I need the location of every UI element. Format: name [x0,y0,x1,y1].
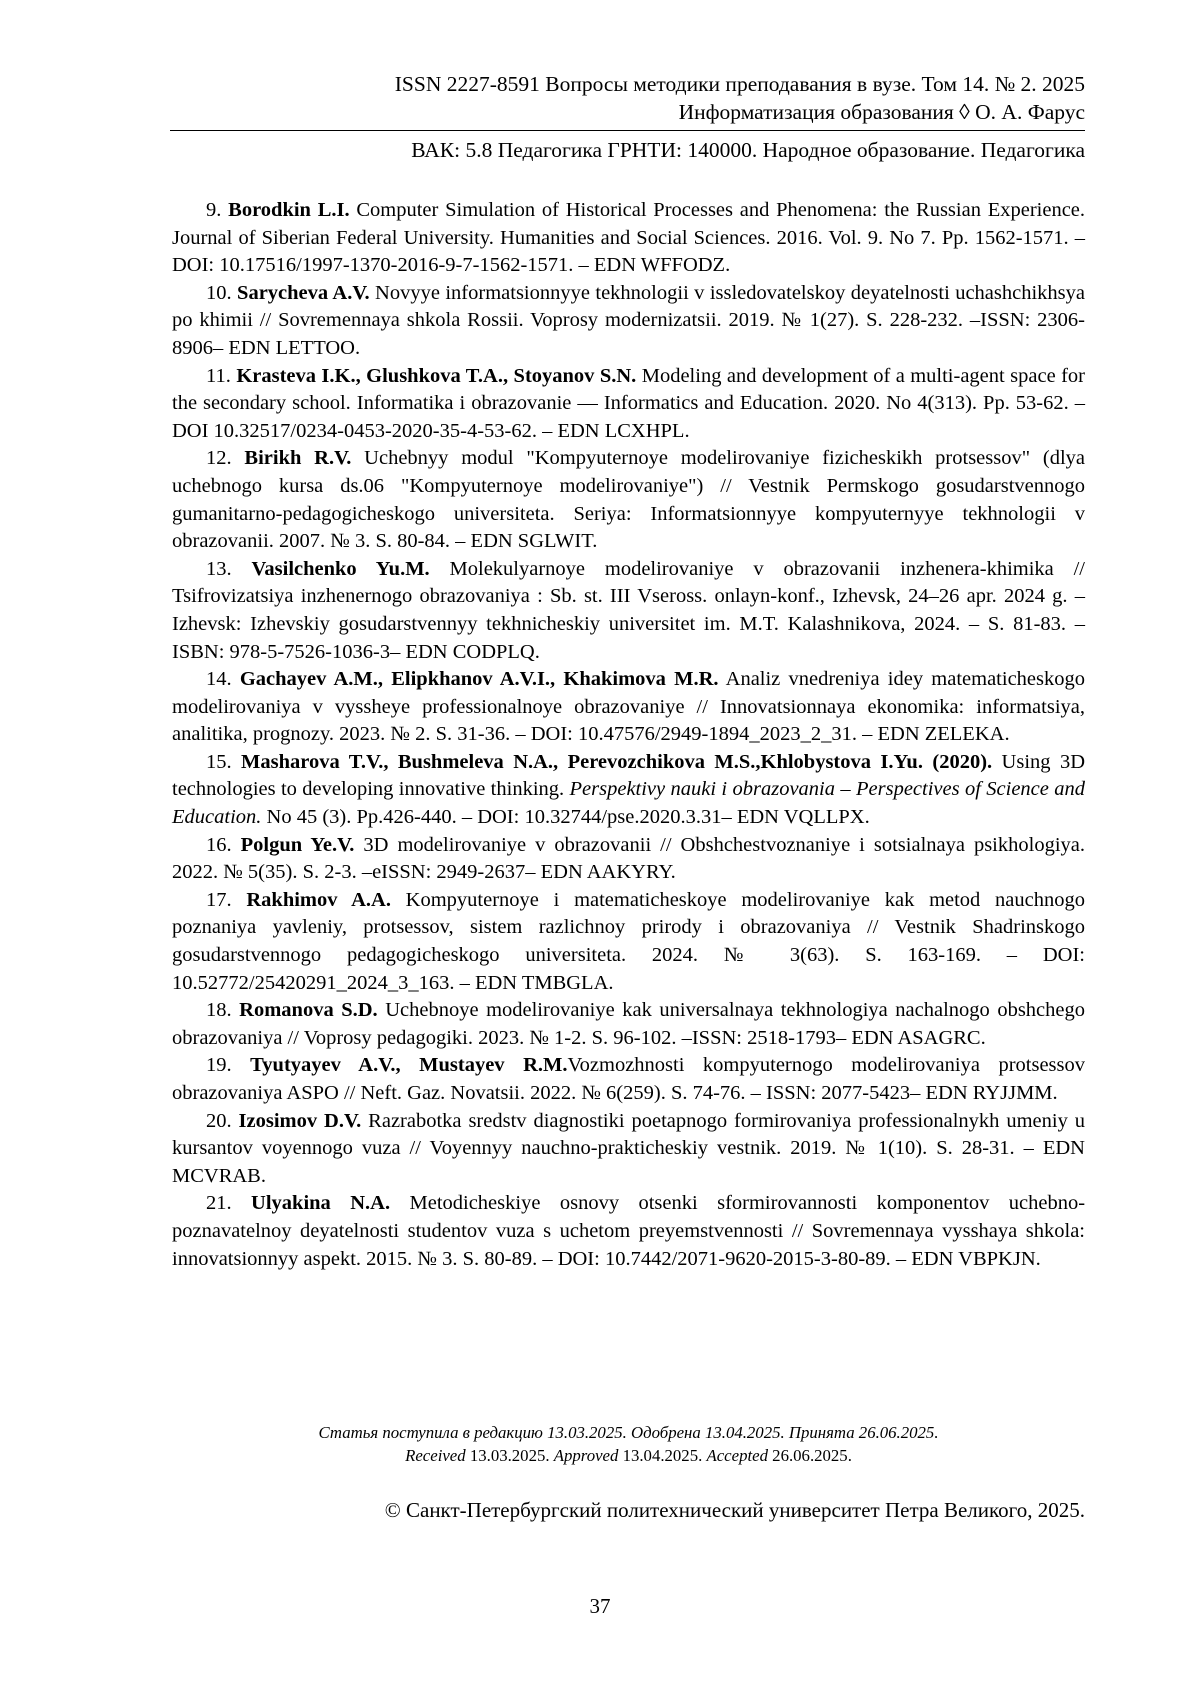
accepted-date: 26.06.2025. [767,1446,852,1465]
reference-item [172,1190,1085,1273]
reference-authors: Romanova S.D. [239,999,378,1022]
approved-date: 13.04.2025. [618,1446,707,1465]
received-date: 13.03.2025. [465,1446,554,1465]
reference-text: Analiz vnedreniya idey matematicheskogo modelirovaniya v vyssheye professionalnoye obrazovaniye // Innovatsionnaya ekonomika: informatsiya, analitika, prognozy. 2023. № 2. S. 31-36. – DOI: 10.47576/2949-1894_2023_2_31. – EDN ZELEKA. [172,668,1085,746]
journal-title-line: ISSN 2227-8591 Вопросы методики преподавания в вузе. Том 14. № 2. 2025 [394,72,1085,96]
submission-dates [172,1421,1085,1467]
reference-item [172,997,1085,1052]
reference-text: Uchebnoye modelirovaniye kak universalnaya tekhnologiya nachalnogo obshchego obrazovaniya // Voprosy pedagogiki. 2023. № 1-2. S. 96-102. –ISSN: 2518-1793– EDN ASAGRC. [172,999,1085,1049]
received-label: Received [405,1446,466,1465]
reference-number: 19. [206,1054,232,1077]
dates-russian-text: Статья поступила в редакцию 13.03.2025. Одобрена 13.04.2025. Принята 26.06.2025. [318,1423,939,1442]
reference-item [172,556,1085,666]
reference-number: 13. [206,557,232,580]
reference-text: Computer Simulation of Historical Processes and Phenomena: the Russian Experience. Journal of Siberian Federal University. Humanities and Social Sciences. 2016. Vol. 9. No 7. Pp. 1562-1571. – DOI: 10.17516/1997-1370-2016-9-7-1562-1571. – EDN WFFODZ. [172,199,1086,277]
reference-text: Kompyuternoye i matematicheskoye modelirovaniye kak metod nauchnogo poznaniya yavleniy, protsessov, sistem razlichnoy prirody i obrazovaniya // Vestnik Shadrinskogo gosudarstvennogo pedagogicheskogo universiteta. 2024. № 3(63). S. 163-169. – DOI: 10.52772/25420291_2024_3_163. – EDN TMBGLA. [172,888,1085,994]
reference-item [172,280,1085,363]
reference-authors: Ulyakina N.A. [251,1192,391,1215]
reference-authors: Birikh R.V. [244,447,352,470]
reference-item [172,749,1085,832]
section-author-line: Информатизация образования ◊ О. А. Фарус [678,100,1085,124]
reference-item [172,1108,1085,1191]
reference-list [172,197,1085,1273]
reference-item [172,197,1085,280]
reference-text: Metodicheskiye osnovy otsenki sformirovannosti komponentov uchebno-poznavatelnoy deyatelnosti studentov vuza s uchetom preyemstvennosti // Sovremennaya vysshaya shkola: innovatsionnyy aspekt. 2015. № 3. S. 80-89. – DOI: 10.7442/2071-9620-2015-3-80-89. – EDN VBPKJN. [172,1192,1086,1270]
reference-authors: Borodkin L.I. [228,199,350,221]
copyright-notice: © Санкт-Петербургский политехнический университет Петра Великого, 2025. [384,1498,1085,1522]
reference-authors: Vasilchenko Yu.M. [251,557,430,580]
reference-number: 21. [206,1192,232,1215]
reference-text: Modeling and development of a multi-agent space for the secondary school. Informatika i obrazovanie — Informatics and Education. 2020. No 4(313). Pp. 53-62. – DOI 10.32517/0234-0453-2020-35-4-53-62. – EDN LCXHPL. [172,364,1085,442]
reference-number: 12. [206,447,232,470]
reference-number: 11. [206,364,231,387]
accepted-label: Accepted [706,1446,768,1465]
reference-text-tail: No 45 (3). Pp.426-440. – DOI: 10.32744/pse.2020.3.31– EDN VQLLPX. [261,806,870,829]
reference-text: Novyye informatsionnyye tekhnologii v issledovatelskoy deyatelnosti uchashchikhsya po khimii // Sovremennaya shkola Rossii. Voprosy modernizatsii. 2019. № 1(27). S. 228-232. –ISSN: 2306-8906– EDN LETTOO. [172,281,1086,359]
reference-number: 14. [206,668,232,691]
reference-text: 3D modelirovaniye v obrazovanii // Obshchestvoznaniye i sotsialnaya psikhologiya. 2022. № 5(35). S. 2-3. –eISSN: 2949-2637– EDN AAKYRY. [172,833,1085,884]
reference-number: 17. [206,888,232,911]
reference-number: 10. [206,281,232,304]
reference-number: 16. [206,833,232,856]
reference-text: Razrabotka sredstv diagnostiki poetapnogo formirovaniya professionalnykh umeniy u kursantov voyennogo vuza // Voyennyy nauchno-prakticheskiy vestnik. 2019. № 1(10). S. 28-31. – EDN MCVRAB. [172,1109,1086,1187]
reference-number: 20. [206,1109,232,1132]
reference-item [172,887,1085,997]
reference-item [172,832,1085,887]
reference-number: 15. [206,750,232,773]
reference-authors: Gachayev A.M., Elipkhanov A.V.I., Khakimova M.R. [239,668,719,691]
reference-text: Vozmozhnosti kompyuternogo modelirovaniya protsessov obrazovaniya ASPO // Neft. Gaz. Novatsii. 2022. № 6(259). S. 74-76. – ISSN: 2077-5423– EDN RYJJMM. [172,1054,1086,1104]
reference-authors: Izosimov D.V. [238,1109,362,1132]
header-rule [170,130,1085,131]
dates-english [172,1444,1085,1467]
reference-number: 18. [206,999,232,1022]
reference-item [172,363,1085,446]
reference-journal-italic: Perspektivy nauki i obrazovania – Perspectives of Science and Education. [172,778,1085,829]
running-header [170,70,1085,164]
reference-item [172,666,1085,749]
reference-text: Molekulyarnoye modelirovaniye v obrazovanii inzhenera-khimika // Tsifrovizatsiya inzhenernogo obrazovaniya : Sb. st. III Vseross. onlayn-konf., Izhevsk, 24–26 apr. 2024 g. – Izhevsk: Izhevskiy gosudarstvennyy tekhnicheskiy universitet im. M.T. Kalashnikova, 2024. – S. 81-83. –ISBN: 978-5-7526-1036-3– EDN CODPLQ. [172,557,1086,663]
reference-item [172,1052,1085,1107]
reference-authors: Rakhimov A.A. [246,888,391,911]
classification-line: ВАК: 5.8 Педагогика ГРНТИ: 140000. Народное образование. Педагогика [411,138,1085,162]
dates-russian [172,1421,1085,1444]
reference-authors: Masharova T.V., Bushmeleva N.A., Perevozchikova M.S.,Khlobystova I.Yu. (2020). [241,750,993,773]
reference-item [172,445,1085,555]
reference-authors: Krasteva I.K., Glushkova T.A., Stoyanov S.N. [236,364,637,387]
reference-number: 9. [206,199,222,221]
page-number: 37 [589,1594,611,1618]
reference-authors: Polgun Ye.V. [240,833,355,856]
approved-label: Approved [553,1446,619,1465]
reference-text: Uchebnyy modul "Kompyuternoye modelirovaniye fizicheskikh protsessov" (dlya uchebnogo kursa ds.06 "Kompyuternoye modelirovaniye") // Vestnik Permskogo gosudarstvennogo gumanitarno-pedagogicheskogo universiteta. Seriya: Informatsionnyye kompyuternyye tekhnologii v obrazovanii. 2007. № 3. S. 80-84. – EDN SGLWIT. [172,447,1086,553]
reference-authors: Sarycheva A.V. [237,281,370,304]
reference-text: Using 3D technologies to developing innovative thinking. [172,750,1085,801]
reference-authors: Tyutyayev A.V., Mustayev R.M. [250,1054,568,1077]
